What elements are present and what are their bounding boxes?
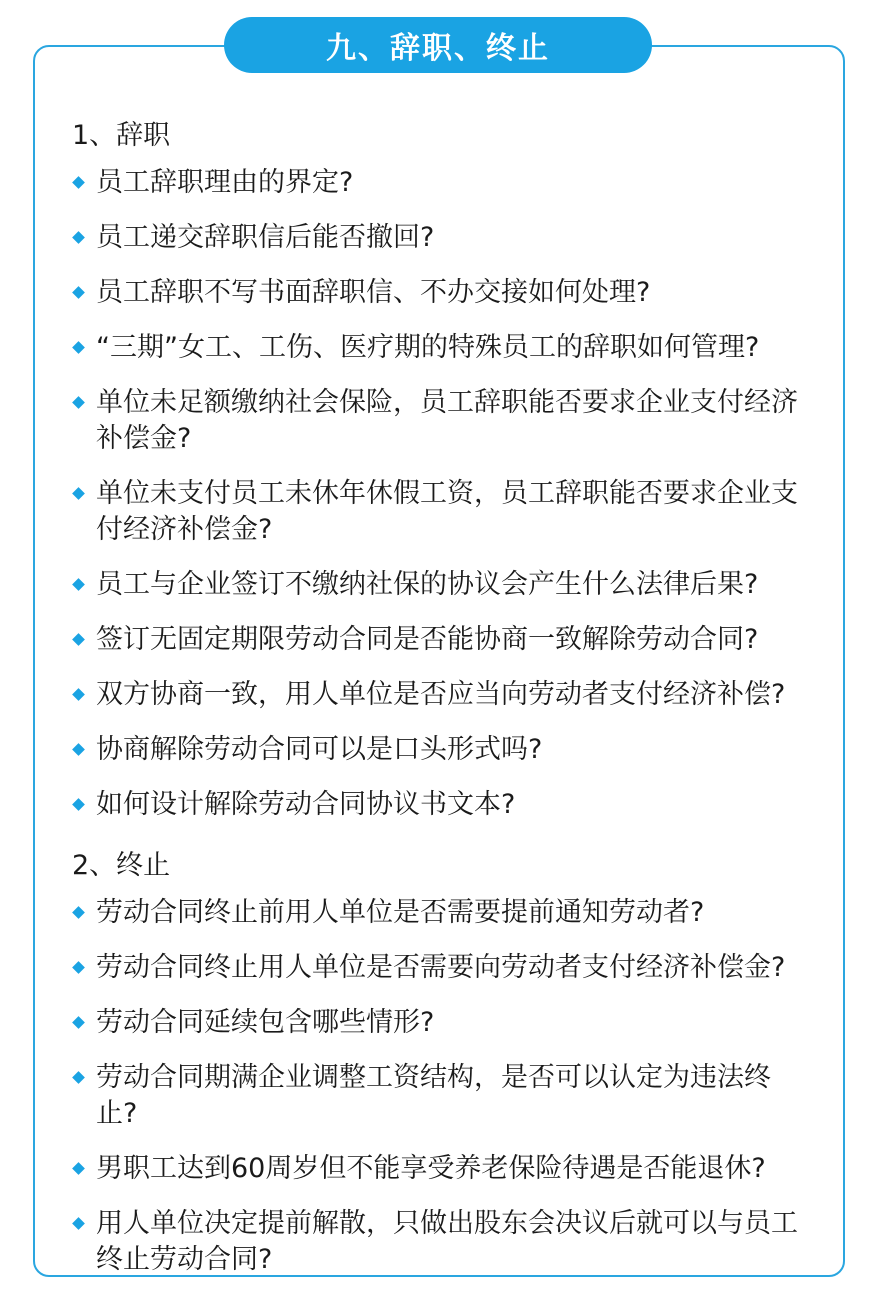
question-list [72,112,812,1297]
list-item: 员工辞职理由的界定? [72,165,812,201]
diamond-bullet-icon [72,176,85,189]
page-title-text: 九、辞职、终止 [326,31,550,66]
list-item: “三期”女工、工伤、医疗期的特殊员工的辞职如何管理? [72,330,812,366]
list-item: 如何设计解除劳动合同协议书文本? [72,787,812,823]
diamond-bullet-icon [72,1217,85,1230]
diamond-bullet-icon [72,487,85,500]
list-item: 单位未支付员工未休年休假工资，员工辞职能否要求企业支付经济补偿金? [72,476,812,548]
section-heading-resignation: 1、辞职 [72,120,171,151]
diamond-bullet-icon [72,231,85,244]
list-item: 员工与企业签订不缴纳社保的协议会产生什么法律后果? [72,567,812,603]
diamond-bullet-icon [72,743,85,756]
diamond-bullet-icon [72,286,85,299]
list-item: 双方协商一致，用人单位是否应当向劳动者支付经济补偿? [72,677,812,713]
diamond-bullet-icon [72,1162,85,1175]
list-item: 劳动合同延续包含哪些情形? [72,1005,812,1041]
diamond-bullet-icon [72,961,85,974]
list-item: 男职工达到60周岁但不能享受养老保险待遇是否能退休? [72,1151,812,1187]
diamond-bullet-icon [72,396,85,409]
page-title [224,17,652,73]
section-heading-termination: 2、终止 [72,850,171,881]
diamond-bullet-icon [72,633,85,646]
diamond-bullet-icon [72,798,85,811]
diamond-bullet-icon [72,1071,85,1084]
list-item: 劳动合同终止前用人单位是否需要提前通知劳动者? [72,895,812,931]
list-item: 单位未足额缴纳社会保险，员工辞职能否要求企业支付经济补偿金? [72,385,812,457]
list-item: 用人单位决定提前解散，只做出股东会决议后就可以与员工终止劳动合同? [72,1206,812,1278]
list-item: 劳动合同终止用人单位是否需要向劳动者支付经济补偿金? [72,950,812,986]
list-item: 员工递交辞职信后能否撤回? [72,220,812,256]
list-item: 员工辞职不写书面辞职信、不办交接如何处理? [72,275,812,311]
diamond-bullet-icon [72,906,85,919]
list-item: 协商解除劳动合同可以是口头形式吗? [72,732,812,768]
diamond-bullet-icon [72,578,85,591]
list-item: 签订无固定期限劳动合同是否能协商一致解除劳动合同? [72,622,812,658]
diamond-bullet-icon [72,688,85,701]
list-item: 劳动合同期满企业调整工资结构，是否可以认定为违法终止? [72,1060,812,1132]
diamond-bullet-icon [72,341,85,354]
diamond-bullet-icon [72,1016,85,1029]
